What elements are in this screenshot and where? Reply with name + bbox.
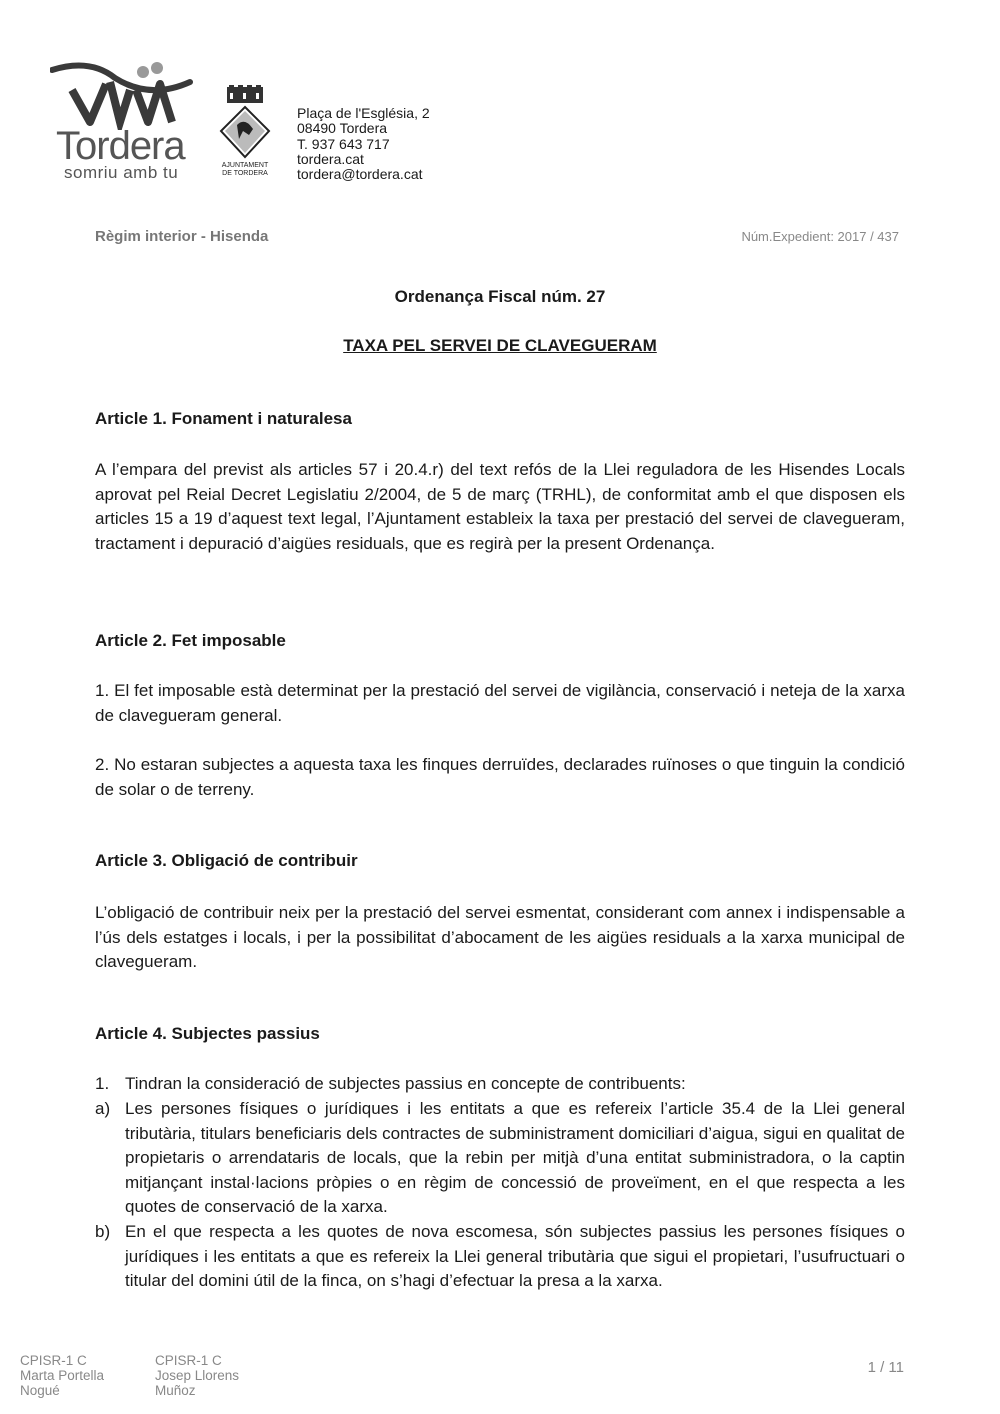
document-subtitle: TAXA PEL SERVEI DE CLAVEGUERAM: [343, 336, 657, 355]
coat-of-arms-icon: [215, 85, 275, 160]
signer-name: Josep Llorens: [155, 1368, 240, 1383]
list-item-text: En el que respecta a les quotes de nova escomesa, són subjectes passius les persones físiques o jurídiques i les entitats a que es refereix la Llei general tributària que sigui el propietari, l’usufructuari o titular del domini útil de la finca, on s’hagi d’efectuar la presa a la xarxa.: [125, 1222, 905, 1291]
address-street: Plaça de l'Església, 2: [297, 105, 430, 121]
address-website: tordera.cat: [297, 150, 364, 167]
list-marker: b): [95, 1222, 111, 1241]
signer-block: [155, 1353, 239, 1398]
article-4-list-item: [95, 1220, 905, 1294]
address-postcode: 08490 Tordera: [297, 120, 388, 137]
page-number: 1 / 11: [867, 1359, 904, 1376]
address-email: tordera@tordera.cat: [297, 166, 423, 183]
tordera-figures-icon: [50, 60, 200, 130]
article-2-heading: Article 2. Fet imposable: [95, 631, 286, 650]
tordera-logo: [50, 60, 200, 185]
article-2-paragraph-1: 1. El fet imposable està determinat per la prestació del servei de vigilància, conservació i neteja de la xarxa de clavegueram general.: [95, 681, 905, 725]
article-4-list-item: [95, 1072, 905, 1097]
contact-address-block: [297, 106, 430, 182]
article-1-paragraph: A l’empara del previst als articles 57 i 20.4.r) del text refós de la Llei reguladora de les Hisendes Locals aprovat pel Reial Decret Legislatiu 2/2004, de 5 de març (TRHL), de conformitat amb el que disposen els articles 15 a 19 d’aquest text legal, l’Ajuntament estableix la taxa per prestació del servei de clavegueram, tractament i depuració d’aigües residuals, que es regirà per la present Ordenança.: [95, 460, 905, 553]
logo-wordmark: Tordera: [56, 124, 185, 168]
list-marker: 1.: [95, 1074, 110, 1093]
expedient-number: Núm.Expedient: 2017 / 437: [741, 229, 899, 244]
list-item-text: Les persones físiques o jurídiques i les entitats a que es refereix l’article 35.4 de la Llei general tributària, titulars beneficiaris dels contractes de subministrament domiciliari d’aigua, sigui en qualitat de propietaris o arrendataris de locals, que la rebin per mitjà d’una entitat subministradora, o la captin mitjançant instal·lacions pròpies o en règim de concessió de proveïment, en el que respecta a les quotes de conservació de la xarxa.: [125, 1099, 905, 1217]
signer-surname: Muñoz: [155, 1383, 196, 1398]
address-phone: T. 937 643 717: [297, 135, 390, 152]
ajuntament-caption: AJUNTAMENT DE TORDERA: [221, 162, 269, 177]
signer-block: [20, 1353, 104, 1398]
article-3-heading: Article 3. Obligació de contribuir: [95, 851, 358, 870]
signer-certificate: CPISR-1 C: [20, 1353, 87, 1368]
article-1-heading: Article 1. Fonament i naturalesa: [95, 409, 352, 428]
document-title: Ordenança Fiscal núm. 27: [394, 287, 606, 306]
list-marker: a): [95, 1099, 111, 1118]
article-4-list-item: [95, 1097, 905, 1220]
ajuntament-shield-logo: [215, 85, 275, 185]
article-3-paragraph: L’obligació de contribuir neix per la prestació del servei esmentat, considerant com annex i indispensable a l’ús dels estatges i locals, i per la possibilitat d’abocament de les aigües residuals a la xarxa municipal de clavegueram.: [95, 903, 905, 972]
logo-slogan: somriu amb tu: [64, 163, 179, 182]
article-2-paragraph-2: 2. No estaran subjectes a aquesta taxa les finques derruïdes, declarades ruïnoses o que tinguin la condició de solar o de terreny.: [95, 755, 905, 799]
department-label: Règim interior - Hisenda: [95, 228, 269, 245]
signer-surname: Nogué: [20, 1383, 60, 1398]
article-4-heading: Article 4. Subjectes passius: [95, 1024, 320, 1043]
signer-name: Marta Portella: [20, 1368, 105, 1383]
list-item-text: Tindran la consideració de subjectes passius en concepte de contribuents:: [125, 1074, 686, 1093]
signer-certificate: CPISR-1 C: [155, 1353, 222, 1368]
